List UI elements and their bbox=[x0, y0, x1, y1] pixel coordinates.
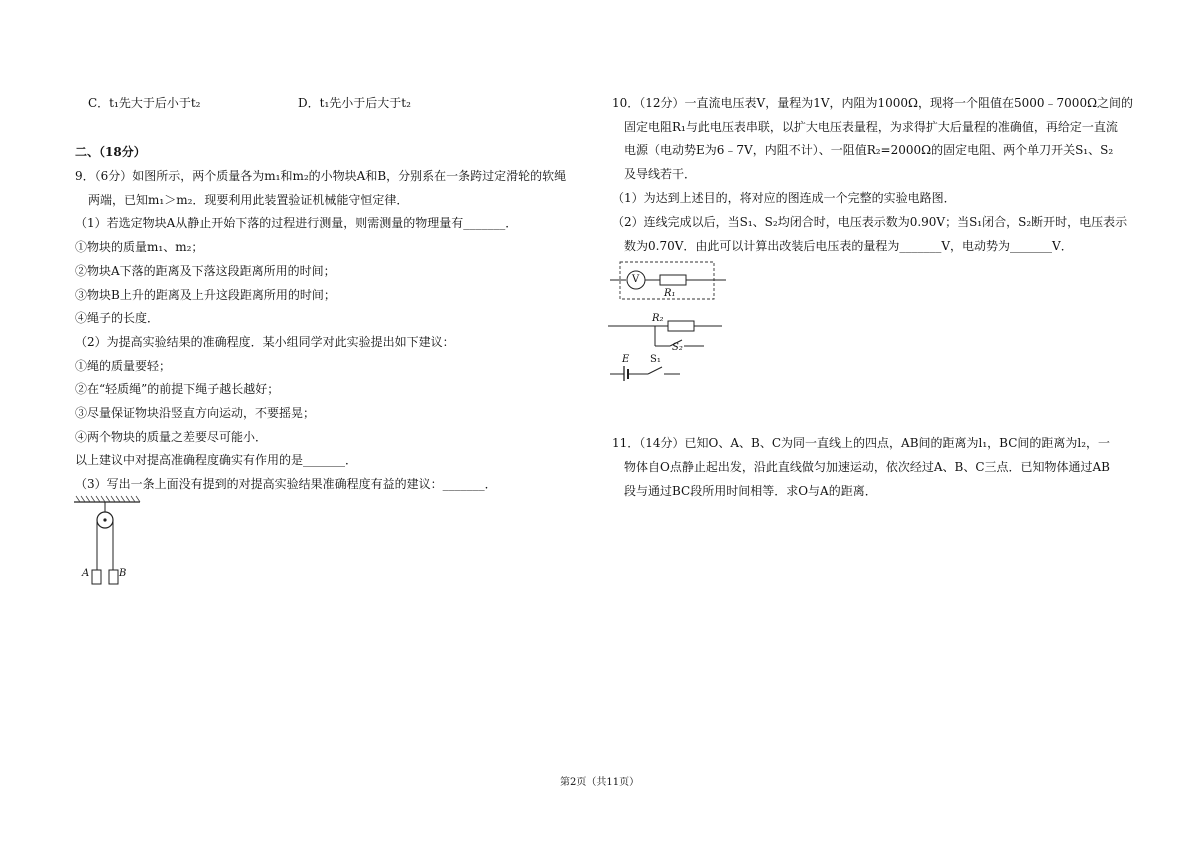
q9-part1: （1）若选定物块A从静止开始下落的过程进行测量，则需测量的物理量有_______． bbox=[75, 216, 518, 230]
q10-part2-line1: （2）连线完成以后，当S₁、S₂均闭合时，电压表示数为0.90V；当S₁闭合，S₂断开时，电压表示 bbox=[612, 215, 1128, 229]
q10-line3: 电源（电动势E为6﹣7V，内阻不计）、一阻值R₂=2000Ω的固定电阻、两个单刀开关S₁、S₂ bbox=[624, 143, 1114, 157]
q9-part2-conclusion: 以上建议中对提高准确程度确实有作用的是_______． bbox=[75, 453, 358, 467]
q9-part3: （3）写出一条上面没有提到的对提高实验结果准确程度有益的建议：_______． bbox=[75, 477, 497, 491]
page-number: 第2页（共11页） bbox=[560, 777, 640, 788]
q11-line1: 11．（14分）已知O、A、B、C为同一直线上的四点，AB间的距离为l₁，BC间的距离为l₂，一 bbox=[612, 436, 1111, 450]
pulley-figure bbox=[72, 494, 142, 589]
voltmeter-label: V bbox=[632, 274, 640, 285]
block-a-label: A bbox=[82, 568, 90, 579]
q10-line1: 10．（12分）一直流电压表V，量程为1V，内阻为1000Ω，现将一个阻值在5000﹣7000Ω之间的 bbox=[612, 96, 1134, 110]
option-d: D．t₁先小于后大于t₂ bbox=[298, 96, 411, 110]
e-label: E bbox=[622, 354, 630, 365]
r2-label: R₂ bbox=[652, 313, 664, 324]
q9-part1-item: ②物块A下落的距离及下落这段距离所用的时间； bbox=[75, 264, 336, 278]
q10-part2-line2: 数为0.70V．由此可以计算出改装后电压表的量程为_______V，电动势为_______V． bbox=[624, 239, 1073, 253]
q11-line2: 物体自O点静止起出发，沿此直线做匀加速运动，依次经过A、B、C三点．已知物体通过AB bbox=[624, 460, 1110, 474]
option-c: C．t₁先大于后小于t₂ bbox=[88, 96, 201, 110]
q10-part1: （1）为达到上述目的，将对应的图连成一个完整的实验电路图． bbox=[612, 191, 956, 205]
q9-part2-item: ③尽量保证物块沿竖直方向运动，不要摇晃； bbox=[75, 406, 316, 420]
q10-line2: 固定电阻R₁与此电压表串联，以扩大电压表量程，为求得扩大后量程的准确值，再给定一直流 bbox=[624, 120, 1118, 134]
section-heading: 二、（18分） bbox=[75, 145, 146, 159]
q9-part2-item: ④两个物块的质量之差要尽可能小． bbox=[75, 430, 268, 444]
q11-line3: 段与通过BC段所用时间相等．求O与A的距离． bbox=[624, 484, 877, 498]
s2-label: S₂ bbox=[672, 342, 683, 353]
q9-line1: 9．（6分）如图所示，两个质量各为m₁和m₂的小物块A和B，分别系在一条跨过定滑轮的软绳 bbox=[75, 169, 567, 183]
q9-part2-item: ②在“轻质绳”的前提下绳子越长越好； bbox=[75, 382, 280, 396]
q9-part1-item: ③物块B上升的距离及上升这段距离所用的时间； bbox=[75, 288, 336, 302]
q9-line2: 两端，已知m₁＞m₂．现要利用此装置验证机械能守恒定律． bbox=[88, 193, 409, 207]
s1-label: S₁ bbox=[650, 354, 661, 365]
q9-part1-item: ①物块的质量m₁、m₂； bbox=[75, 240, 204, 254]
block-b-label: B bbox=[119, 568, 127, 579]
q10-line4: 及导线若干． bbox=[624, 167, 697, 181]
q9-part1-item: ④绳子的长度． bbox=[75, 311, 160, 325]
q9-part2: （2）为提高实验结果的准确程度．某小组同学对此实验提出如下建议： bbox=[75, 335, 455, 349]
circuit-figure bbox=[608, 256, 728, 381]
r1-label: R₁ bbox=[664, 288, 676, 299]
q9-part2-item: ①绳的质量要轻； bbox=[75, 359, 172, 373]
